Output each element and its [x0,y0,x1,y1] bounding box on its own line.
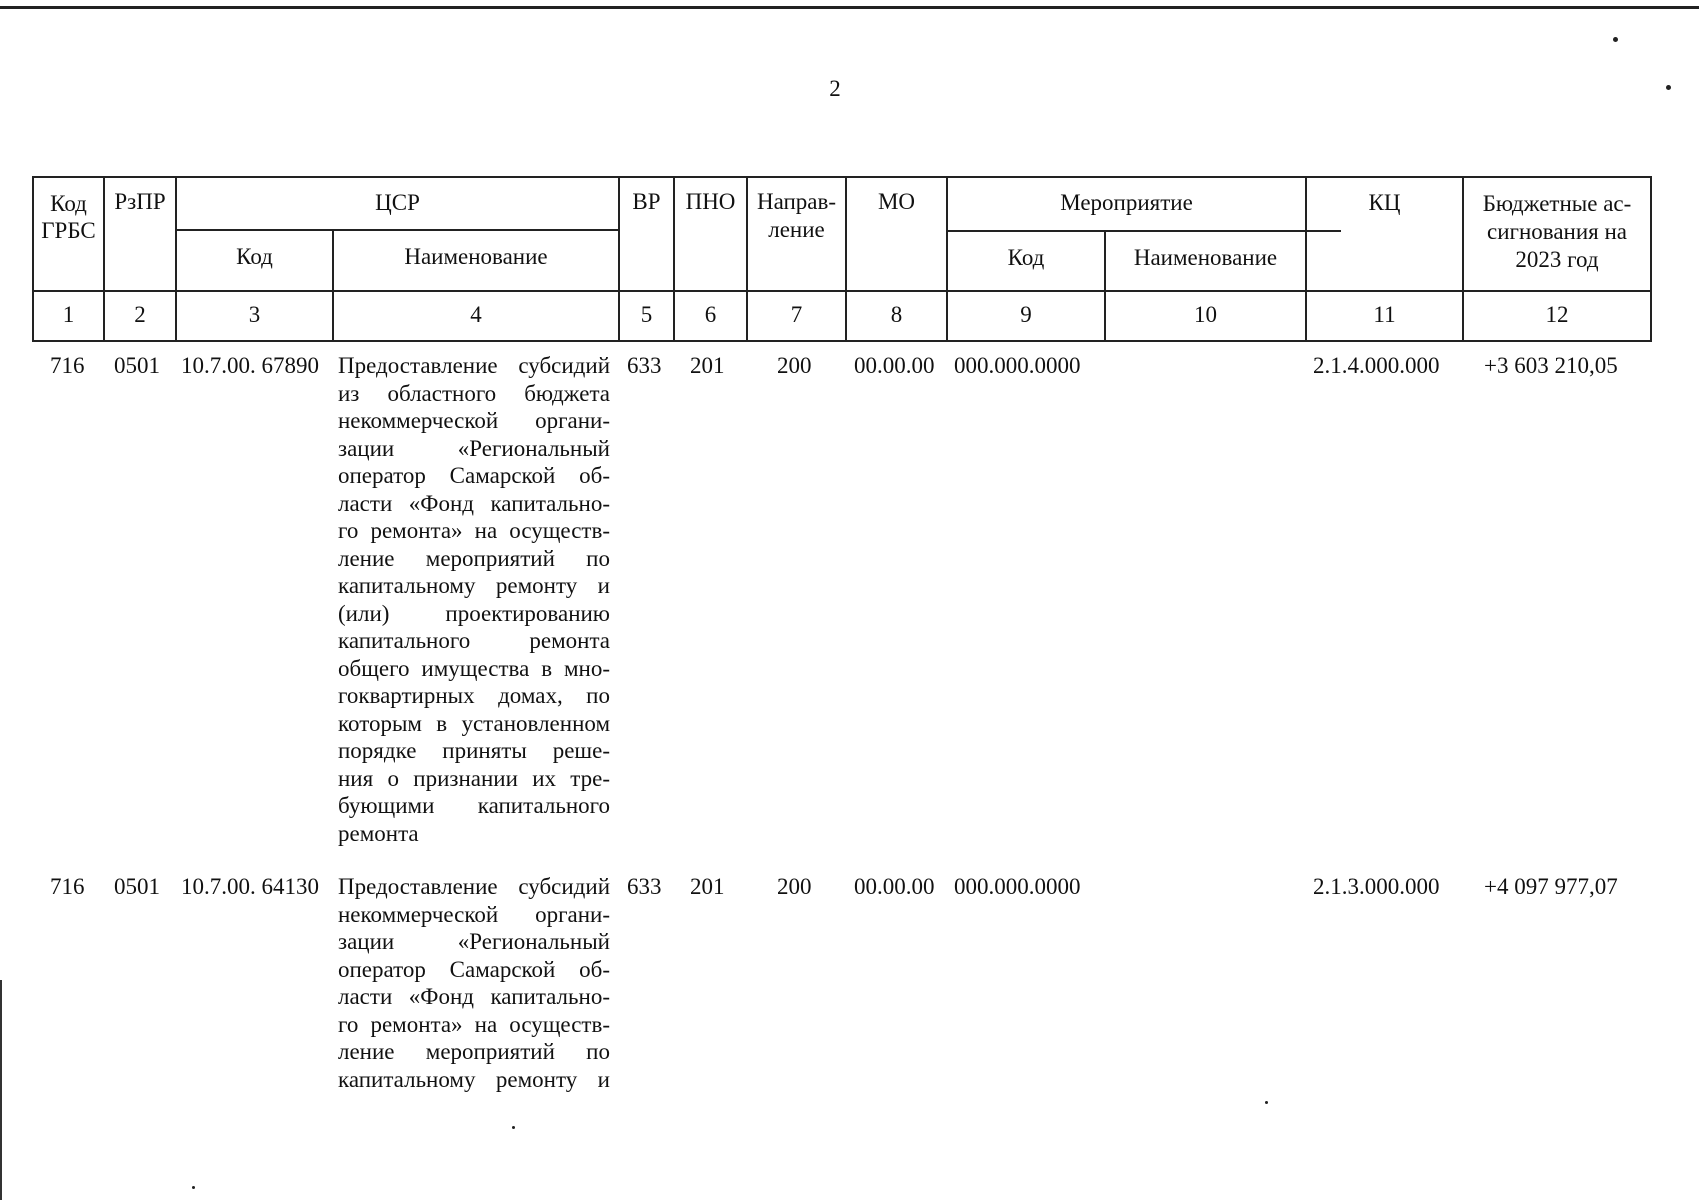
name-line: из областного бюджета [338,380,610,406]
header-csr: ЦСР [375,190,420,215]
row-mo: 00.00.00 [854,874,935,899]
header-napravlenie-line2: ление [768,217,825,242]
header-napravlenie [748,188,845,244]
header-num-7: 7 [790,302,803,327]
row-amount: +4 097 977,07 [1484,874,1618,899]
meropriyatie-subheader-line [946,230,1341,232]
header-num-6: 6 [704,302,717,327]
name-line: зации «Региональный [338,435,610,461]
header-mer-name: Наименование [1133,245,1278,270]
header-num-4: 4 [470,302,482,327]
row-rzpr: 0501 [114,874,160,899]
header-border-bottom [32,340,1652,342]
row-mo: 00.00.00 [854,353,935,378]
row-kc: 2.1.3.000.000 [1313,874,1440,899]
row-csr-name [338,352,610,847]
header-budget-line1: Бюджетные ас- [1482,191,1632,216]
header-pno: ПНО [685,189,736,214]
name-line: зации «Региональный [338,929,610,954]
name-line: го ремонта» на осуществ- [338,518,610,543]
header-num-8: 8 [890,302,903,327]
scan-speck [1265,1101,1268,1104]
header-num-5: 5 [640,302,653,327]
header-num-3: 3 [248,302,261,327]
row-csr-name [338,873,610,1093]
row-csr-code: 10.7.00. 67890 [181,353,319,378]
row-amount: +3 603 210,05 [1484,353,1618,378]
row-grbs: 716 [50,874,85,899]
name-line: бующими капитального [338,793,610,818]
header-number-row-line [32,290,1652,292]
scan-border-top [0,6,1699,9]
name-line: ление мероприятий по [338,545,610,571]
row-kc: 2.1.4.000.000 [1313,353,1440,378]
row-mer-code: 000.000.0000 [954,353,1081,378]
scan-speck [512,1126,515,1129]
header-num-11: 11 [1373,302,1396,327]
header-num-12: 12 [1545,302,1569,327]
name-line: ремонта [338,820,419,846]
header-num-1: 1 [62,302,75,327]
name-line: ласти «Фонд капитально- [338,984,610,1009]
header-num-2: 2 [134,302,146,327]
header-budget-line3: 2023 год [1515,247,1599,272]
header-kc: КЦ [1368,190,1401,215]
row-napr: 200 [777,353,812,378]
header-csr-kod: Код [236,244,273,269]
name-line: оператор Самарской об- [338,956,610,982]
header-mo: МО [877,189,916,214]
header-budget [1464,190,1650,274]
header-meropriyatie: Мероприятие [1060,190,1193,215]
table-header [32,176,1652,344]
header-rzpr: РзПР [114,189,166,214]
row-vr: 633 [627,874,662,899]
row-napr: 200 [777,874,812,899]
header-kod-grbs-line1: Код [50,191,87,216]
page-number: 2 [829,76,841,101]
name-line: (или) проектированию [338,600,610,626]
name-line: ление мероприятий по [338,1039,610,1064]
name-line: некоммерческой органи- [338,408,610,433]
row-rzpr: 0501 [114,353,160,378]
row-vr: 633 [627,353,662,378]
csr-subheader-line [175,229,618,231]
header-budget-line2: сигнования на [1487,219,1627,244]
name-line: ласти «Фонд капитально- [338,490,610,516]
row-mer-code: 000.000.0000 [954,874,1081,899]
header-num-9: 9 [1020,302,1032,327]
name-line: ния о признании их тре- [338,765,610,791]
header-vr: ВР [632,189,661,214]
name-line: Предоставление субсидий [338,353,610,378]
scan-border-left [0,980,2,1200]
header-csr-name: Наименование [404,244,548,269]
name-line: гоквартирных домах, по [338,683,610,708]
name-line: Предоставление субсидий [338,874,610,899]
scan-speck [1666,85,1671,90]
col-line [1650,176,1652,342]
name-line: капитальному ремонту и [338,573,610,598]
header-num-10: 10 [1194,302,1217,327]
name-line: го ремонта» на осуществ- [338,1011,610,1037]
name-line: которым в установленном [338,710,610,736]
name-line: порядке приняты реше- [338,738,610,763]
row-pno: 201 [690,874,725,899]
header-border-top [32,176,1652,178]
scan-speck [192,1186,195,1189]
name-line: оператор Самарской об- [338,463,610,488]
name-line: общего имущества в мно- [338,655,610,681]
scan-speck [1613,37,1618,42]
header-kod-grbs-line2: ГРБС [41,218,96,243]
header-mer-kod: Код [1007,245,1045,270]
name-line: капитального ремонта [338,628,610,653]
row-grbs: 716 [50,353,85,378]
row-pno: 201 [690,353,725,378]
name-line: некоммерческой органи- [338,901,610,927]
header-kod-grbs [34,190,103,244]
name-line: капитальному ремонту и [338,1066,610,1092]
header-napravlenie-line1: Направ- [756,189,837,214]
row-csr-code: 10.7.00. 64130 [181,874,319,899]
